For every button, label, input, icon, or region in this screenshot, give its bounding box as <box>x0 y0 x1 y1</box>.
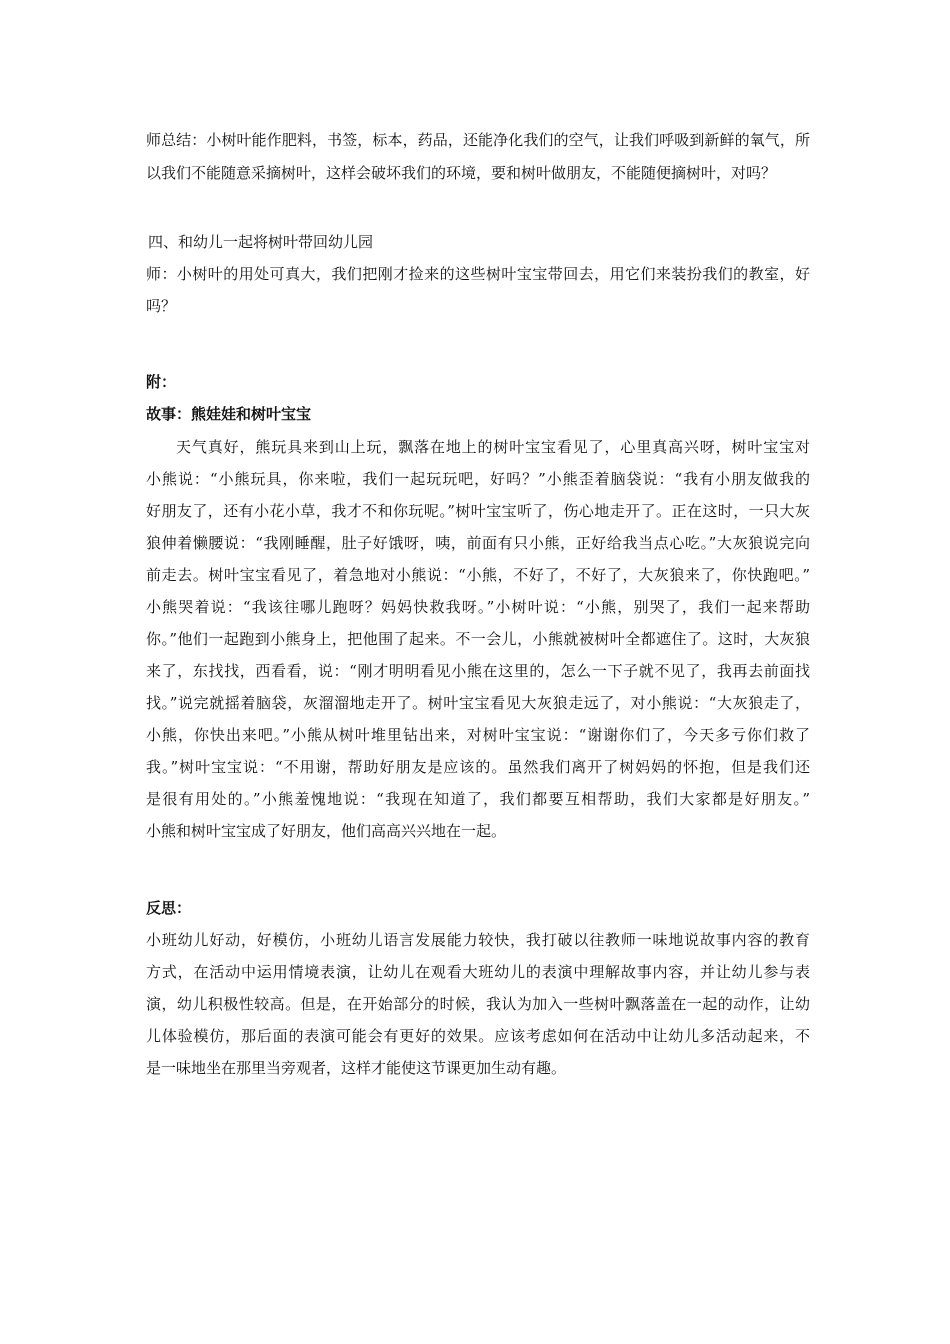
story-line: 小熊说：“小熊玩具，你来啦，我们一起玩玩吧，好吗？”小熊歪着脑袋说：“我有小朋友做我的 <box>146 470 810 488</box>
story-line: 小熊和树叶宝宝成了好朋友，他们高高兴兴地在一起。 <box>146 822 507 840</box>
story-line: 小熊，你快出来吧。”小熊从树叶堆里钻出来，对树叶宝宝说：“谢谢你们了，今天多亏你们救了 <box>146 726 810 744</box>
reflection-line: 方式，在活动中运用情境表演，让幼儿在观看大班幼儿的表演中理解故事内容，并让幼儿参与表 <box>146 963 810 981</box>
reflection-line: 演，幼儿积极性较高。但是，在开始部分的时候，我认为加入一些树叶飘落盖在一起的动作，让幼 <box>146 995 810 1013</box>
reflection-line: 小班幼儿好动，好模仿，小班幼儿语言发展能力较快，我打破以往教师一味地说故事内容的教育 <box>146 931 810 949</box>
summary-line: 以我们不能随意采摘树叶，这样会破坏我们的环境，要和树叶做朋友，不能随便摘树叶，对吗？ <box>146 164 777 182</box>
story-line: 我。”树叶宝宝说：“不用谢，帮助好朋友是应该的。虽然我们离开了树妈妈的怀抱，但是我们还 <box>146 758 810 776</box>
story-line: 好朋友了，还有小花小草，我才不和你玩呢。”树叶宝宝听了，伤心地走开了。正在这时，一只大灰 <box>146 502 810 520</box>
appendix-label: 附： <box>146 373 177 391</box>
section-line: 师：小树叶的用处可真大，我们把刚才捡来的这些树叶宝宝带回去，用它们来装扮我们的教室，好 <box>146 265 810 283</box>
summary-line: 师总结：小树叶能作肥料，书签，标本，药品，还能净化我们的空气，让我们呼吸到新鲜的氧气，所 <box>146 131 810 149</box>
story-line: 小熊哭着说：“我该往哪儿跑呀？妈妈快救我呀。”小树叶说：“小熊，别哭了，我们一起来帮助 <box>146 598 810 616</box>
story-line: 找。”说完就摇着脑袋，灰溜溜地走开了。树叶宝宝看见大灰狼走远了，对小熊说：“大灰狼走了， <box>146 694 810 712</box>
story-line: 你。”他们一起跑到小熊身上，把他围了起来。不一会儿，小熊就被树叶全都遮住了。这时，大灰狼 <box>146 630 810 648</box>
reflection-label: 反思： <box>146 899 192 917</box>
story-title: 故事：熊娃娃和树叶宝宝 <box>146 405 312 423</box>
story-line: 来了，东找找，西看看，说：“刚才明明看见小熊在这里的，怎么一下子就不见了，我再去前面找 <box>146 662 810 680</box>
story-line: 狼伸着懒腰说：“我刚睡醒，肚子好饿呀，咦，前面有只小熊，正好给我当点心吃。”大灰狼说完向 <box>146 534 810 552</box>
section-heading: 四、和幼儿一起将树叶带回幼儿园 <box>148 233 374 251</box>
story-line: 前走去。树叶宝宝看见了，着急地对小熊说：“小熊，不好了，不好了，大灰狼来了，你快跑吧。” <box>146 566 810 584</box>
reflection-line: 儿体验模仿，那后面的表演可能会有更好的效果。应该考虑如何在活动中让幼儿多活动起来，不 <box>146 1027 810 1045</box>
reflection-line: 是一味地坐在那里当旁观者，这样才能使这节课更加生动有趣。 <box>146 1059 567 1077</box>
story-line: 是很有用处的。”小熊羞愧地说：“我现在知道了，我们都要互相帮助，我们大家都是好朋友。” <box>146 790 810 808</box>
story-line: 天气真好，熊玩具来到山上玩，飘落在地上的树叶宝宝看见了，心里真高兴呀，树叶宝宝对 <box>176 438 810 456</box>
section-line: 吗？ <box>146 297 177 315</box>
